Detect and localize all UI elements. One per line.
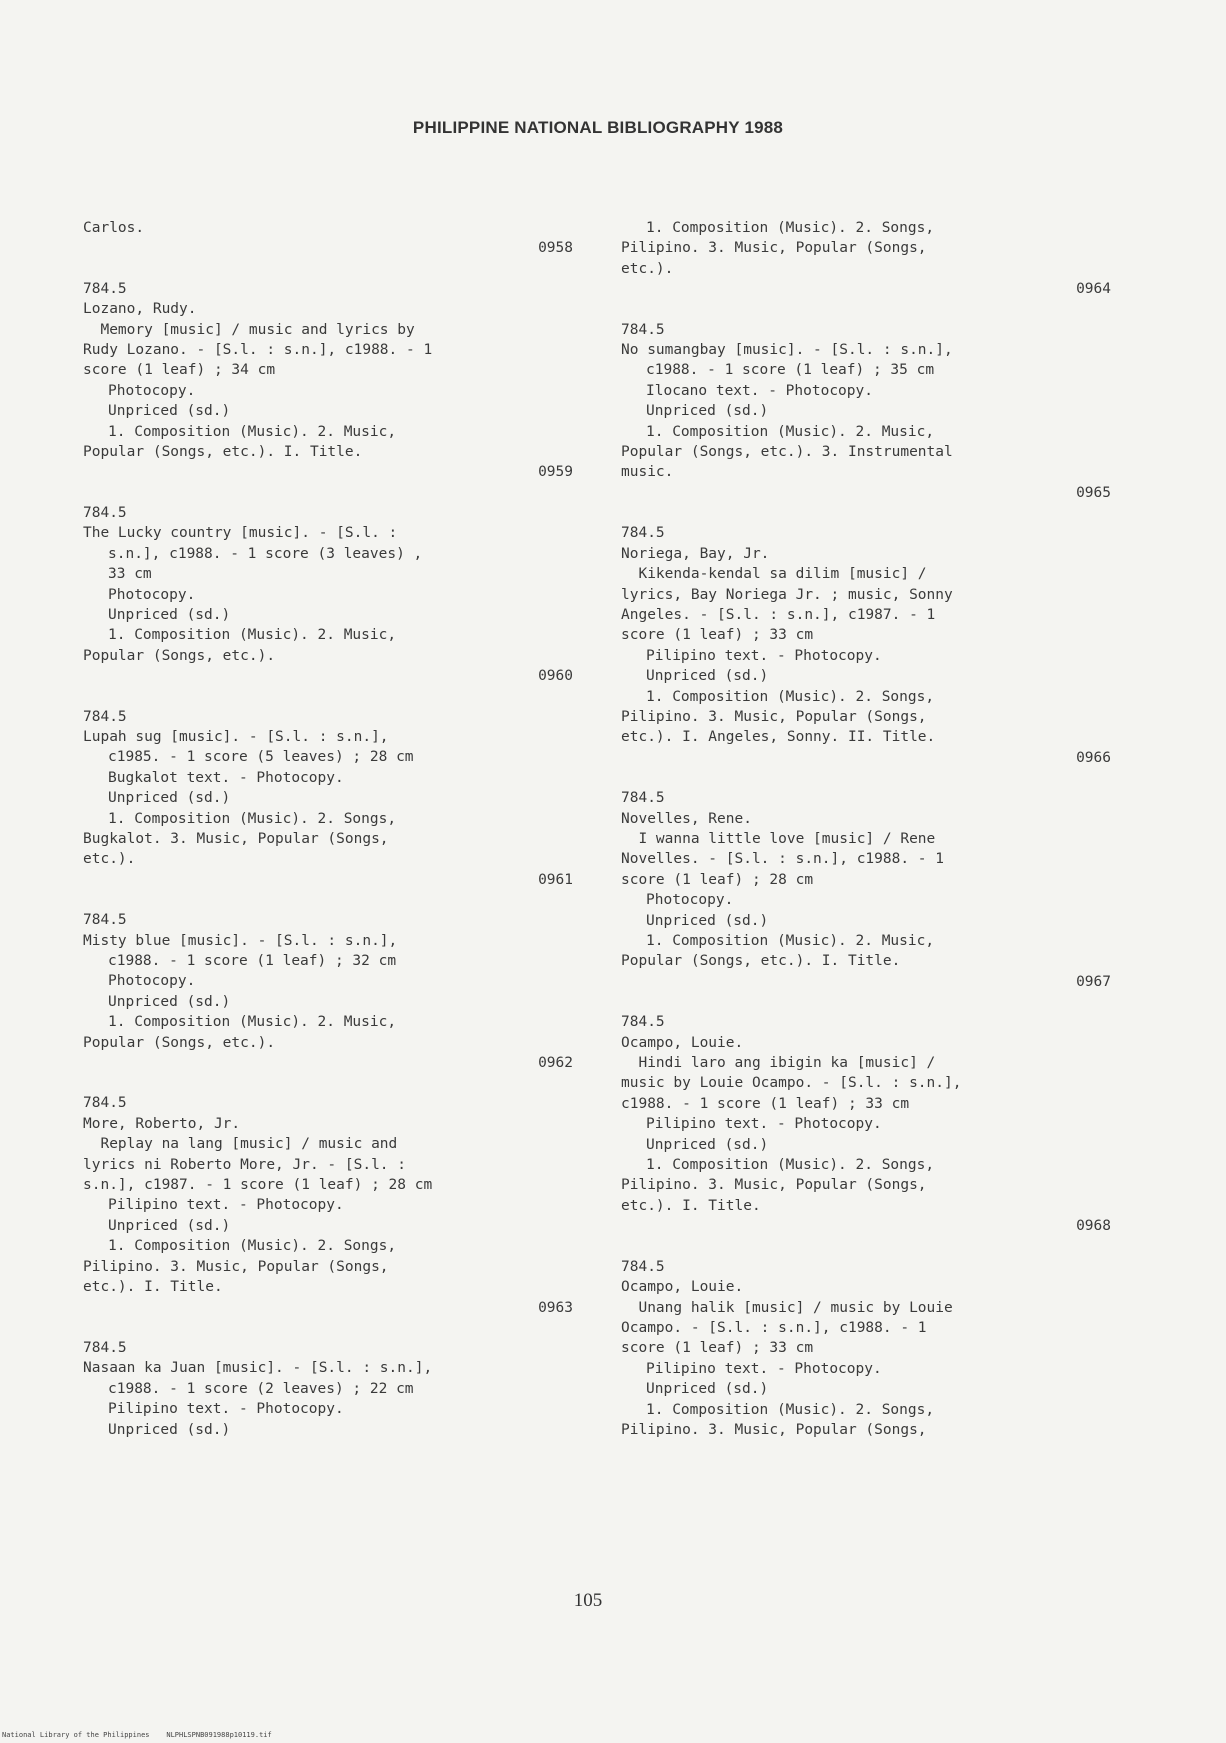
entry-line: Noriega, Bay, Jr.: [621, 545, 770, 562]
entry-line: Pilipino. 3. Music, Popular (Songs,: [621, 240, 927, 257]
entry-line: Ocampo. - [S.l. : s.n.], c1988. - 1: [621, 1319, 927, 1336]
entry-line: Unpriced (sd.): [646, 1136, 769, 1153]
entry-line: Pilipino. 3. Music, Popular (Songs,: [83, 1258, 389, 1275]
entry-line: music by Louie Ocampo. - [S.l. : s.n.],: [621, 1075, 962, 1092]
page-title: PHILIPPINE NATIONAL BIBLIOGRAPHY 1988: [412, 118, 784, 137]
entry-line: c1988. - 1 score (1 leaf) ; 35 cm: [646, 362, 935, 379]
entry-number: 0960: [538, 668, 573, 685]
entry-line: 1. Composition (Music). 2. Songs,: [108, 810, 397, 827]
bibliography-entry: [83, 1338, 563, 1440]
entry-number: 0965: [1076, 484, 1111, 501]
entry-line: Photocopy.: [108, 586, 196, 603]
entry-number: 0967: [1076, 973, 1111, 990]
entry-line: etc.). I. Angeles, Sonny. II. Title.: [621, 729, 936, 746]
bibliography-entry: [83, 707, 573, 891]
entry-line: c1988. - 1 score (1 leaf) ; 32 cm: [108, 953, 397, 969]
entry-line: Pilipino text. - Photocopy.: [108, 1197, 344, 1214]
entry-line: I wanna little love [music] / Rene: [621, 830, 936, 847]
entry-line: Hindi laro ang ibigin ka [music] /: [621, 1055, 936, 1072]
entry-line: Photocopy.: [108, 973, 196, 990]
entry-line: Pilipino. 3. Music, Popular (Songs,: [621, 1177, 927, 1194]
entry-line: Unpriced (sd.): [108, 1217, 231, 1234]
entry-line: etc.). I. Title.: [621, 1197, 761, 1214]
entry-line: 784.5: [621, 790, 665, 807]
entry-line: Unpriced (sd.): [646, 1381, 769, 1398]
entry-line: Lupah sug [music]. - [S.l. : s.n.],: [83, 728, 389, 745]
entry-line: Bugkalot text. - Photocopy.: [108, 769, 344, 786]
entry-number: 0961: [538, 871, 573, 888]
entry-line: Carlos.: [83, 220, 145, 236]
entry-line: Bugkalot. 3. Music, Popular (Songs,: [83, 830, 389, 847]
entry-line: 784.5: [83, 1095, 127, 1112]
entry-line: 784.5: [83, 1339, 127, 1356]
entry-line: Nasaan ka Juan [music]. - [S.l. : s.n.],: [83, 1360, 433, 1377]
entry-line: score (1 leaf) ; 33 cm: [621, 1340, 814, 1357]
bibliography-entry: [621, 218, 1111, 300]
entry-number: 0968: [1076, 1218, 1111, 1235]
entry-line: Unpriced (sd.): [646, 403, 769, 420]
entry-line: 784.5: [83, 504, 127, 521]
entry-line: 1. Composition (Music). 2. Music,: [646, 933, 935, 949]
entry-line: etc.).: [83, 851, 136, 868]
bibliography-entry: [83, 910, 573, 1073]
entry-line: No sumangbay [music]. - [S.l. : s.n.],: [621, 342, 953, 359]
entry-line: 784.5: [621, 321, 665, 338]
entry-line: Unang halik [music] / music by Louie: [621, 1299, 953, 1316]
entry-number: 0963: [538, 1299, 573, 1316]
entry-line: 784.5: [621, 525, 665, 542]
entry-line: Pilipino text. - Photocopy.: [108, 1401, 344, 1418]
entry-line: 784.5: [83, 708, 127, 725]
entry-line: Popular (Songs, etc.). I. Title.: [83, 444, 363, 461]
bibliography-entry: [83, 1093, 573, 1317]
entry-line: Pilipino text. - Photocopy.: [646, 1116, 882, 1133]
entry-line: score (1 leaf) ; 28 cm: [621, 871, 814, 888]
bibliography-entry: [83, 503, 573, 687]
entry-line: The Lucky country [music]. - [S.l. :: [83, 525, 398, 542]
entry-line: Popular (Songs, etc.). I. Title.: [621, 953, 901, 970]
entry-line: Ilocano text. - Photocopy.: [646, 382, 873, 399]
entry-line: etc.). I. Title.: [83, 1279, 223, 1296]
entry-line: 1. Composition (Music). 2. Songs,: [646, 220, 935, 236]
entry-number: 0959: [538, 464, 573, 481]
entry-line: Unpriced (sd.): [108, 403, 231, 420]
bibliography-entry: [621, 523, 1111, 768]
entry-line: lyrics ni Roberto More, Jr. - [S.l. :: [83, 1156, 407, 1173]
entry-line: Rudy Lozano. - [S.l. : s.n.], c1988. - 1: [83, 342, 433, 359]
entry-line: Photocopy.: [646, 892, 734, 909]
entry-line: c1988. - 1 score (2 leaves) ; 22 cm: [108, 1380, 414, 1397]
entry-line: c1985. - 1 score (5 leaves) ; 28 cm: [108, 749, 414, 766]
entry-line: More, Roberto, Jr.: [83, 1115, 241, 1132]
entry-line: 784.5: [83, 280, 127, 297]
entry-number: 0964: [1076, 281, 1111, 298]
entry-line: Ocampo, Louie.: [621, 1034, 744, 1051]
entry-line: Unpriced (sd.): [108, 790, 231, 807]
entry-line: Replay na lang [music] / music and: [83, 1136, 398, 1153]
entry-line: 1. Composition (Music). 2. Music,: [108, 627, 397, 644]
entry-line: etc.).: [621, 260, 674, 277]
entry-line: 784.5: [83, 912, 127, 929]
entry-line: Memory [music] / music and lyrics by: [83, 321, 415, 338]
entry-line: Unpriced (sd.): [108, 606, 231, 623]
entry-line: Unpriced (sd.): [646, 912, 769, 929]
entry-line: Pilipino. 3. Music, Popular (Songs,: [621, 708, 927, 725]
right-column: [621, 218, 1111, 1460]
entry-line: Unpriced (sd.): [108, 993, 231, 1010]
entry-line: 1. Composition (Music). 2. Songs,: [108, 1238, 397, 1255]
entry-line: c1988. - 1 score (1 leaf) ; 33 cm: [621, 1095, 910, 1112]
entry-line: s.n.], c1987. - 1 score (1 leaf) ; 28 cm: [83, 1177, 433, 1194]
entry-line: 33 cm: [108, 566, 152, 583]
entry-line: Popular (Songs, etc.).: [83, 1034, 276, 1051]
entry-line: Popular (Songs, etc.).: [83, 647, 276, 664]
entry-line: 1. Composition (Music). 2. Music,: [108, 423, 397, 440]
entry-line: s.n.], c1988. - 1 score (3 leaves) ,: [108, 545, 423, 562]
scan-footer: National Library of the Philippines NLPHLSPNB091988p10119.tif: [2, 1731, 272, 1739]
entry-line: 1. Composition (Music). 2. Music,: [108, 1014, 397, 1031]
entry-line: Novelles, Rene.: [621, 810, 752, 827]
bibliography-entry: [621, 1257, 1101, 1441]
entry-line: score (1 leaf) ; 34 cm: [83, 362, 276, 379]
entry-line: 1. Composition (Music). 2. Music,: [646, 423, 935, 440]
bibliography-entry: [83, 218, 573, 259]
entry-number: 0966: [1076, 749, 1111, 766]
entry-line: score (1 leaf) ; 33 cm: [621, 627, 814, 644]
entry-line: Popular (Songs, etc.). 3. Instrumental: [621, 444, 953, 461]
entry-line: 1. Composition (Music). 2. Songs,: [646, 688, 935, 705]
bibliography-entry: [621, 1012, 1111, 1236]
entry-line: lyrics, Bay Noriega Jr. ; music, Sonny: [621, 586, 953, 603]
entry-line: Pilipino text. - Photocopy.: [646, 1360, 882, 1377]
entry-line: 1. Composition (Music). 2. Songs,: [646, 1157, 935, 1174]
entry-line: Kikenda-kendal sa dilim [music] /: [621, 566, 927, 583]
entry-line: Unpriced (sd.): [108, 1421, 231, 1438]
bibliography-entry: [621, 788, 1111, 992]
left-column: [83, 218, 573, 1460]
entry-line: 1. Composition (Music). 2. Songs,: [646, 1401, 935, 1418]
bibliography-entry: [621, 320, 1111, 504]
entry-number: 0958: [538, 240, 573, 257]
entry-line: music.: [621, 464, 674, 481]
entry-line: Misty blue [music]. - [S.l. : s.n.],: [83, 932, 398, 949]
entry-line: Lozano, Rudy.: [83, 301, 197, 318]
bibliography-entry: [83, 279, 573, 483]
entry-line: 784.5: [621, 1014, 665, 1031]
entry-line: Unpriced (sd.): [646, 668, 769, 685]
entry-line: Ocampo, Louie.: [621, 1279, 744, 1296]
entry-line: Photocopy.: [108, 382, 196, 399]
entry-line: Angeles. - [S.l. : s.n.], c1987. - 1: [621, 606, 936, 623]
entry-line: Pilipino text. - Photocopy.: [646, 647, 882, 664]
entry-line: Novelles. - [S.l. : s.n.], c1988. - 1: [621, 851, 945, 868]
page-number: 105: [573, 1590, 603, 1611]
entry-line: Pilipino. 3. Music, Popular (Songs,: [621, 1421, 927, 1438]
entry-number: 0962: [538, 1055, 573, 1072]
entry-line: 784.5: [621, 1258, 665, 1275]
